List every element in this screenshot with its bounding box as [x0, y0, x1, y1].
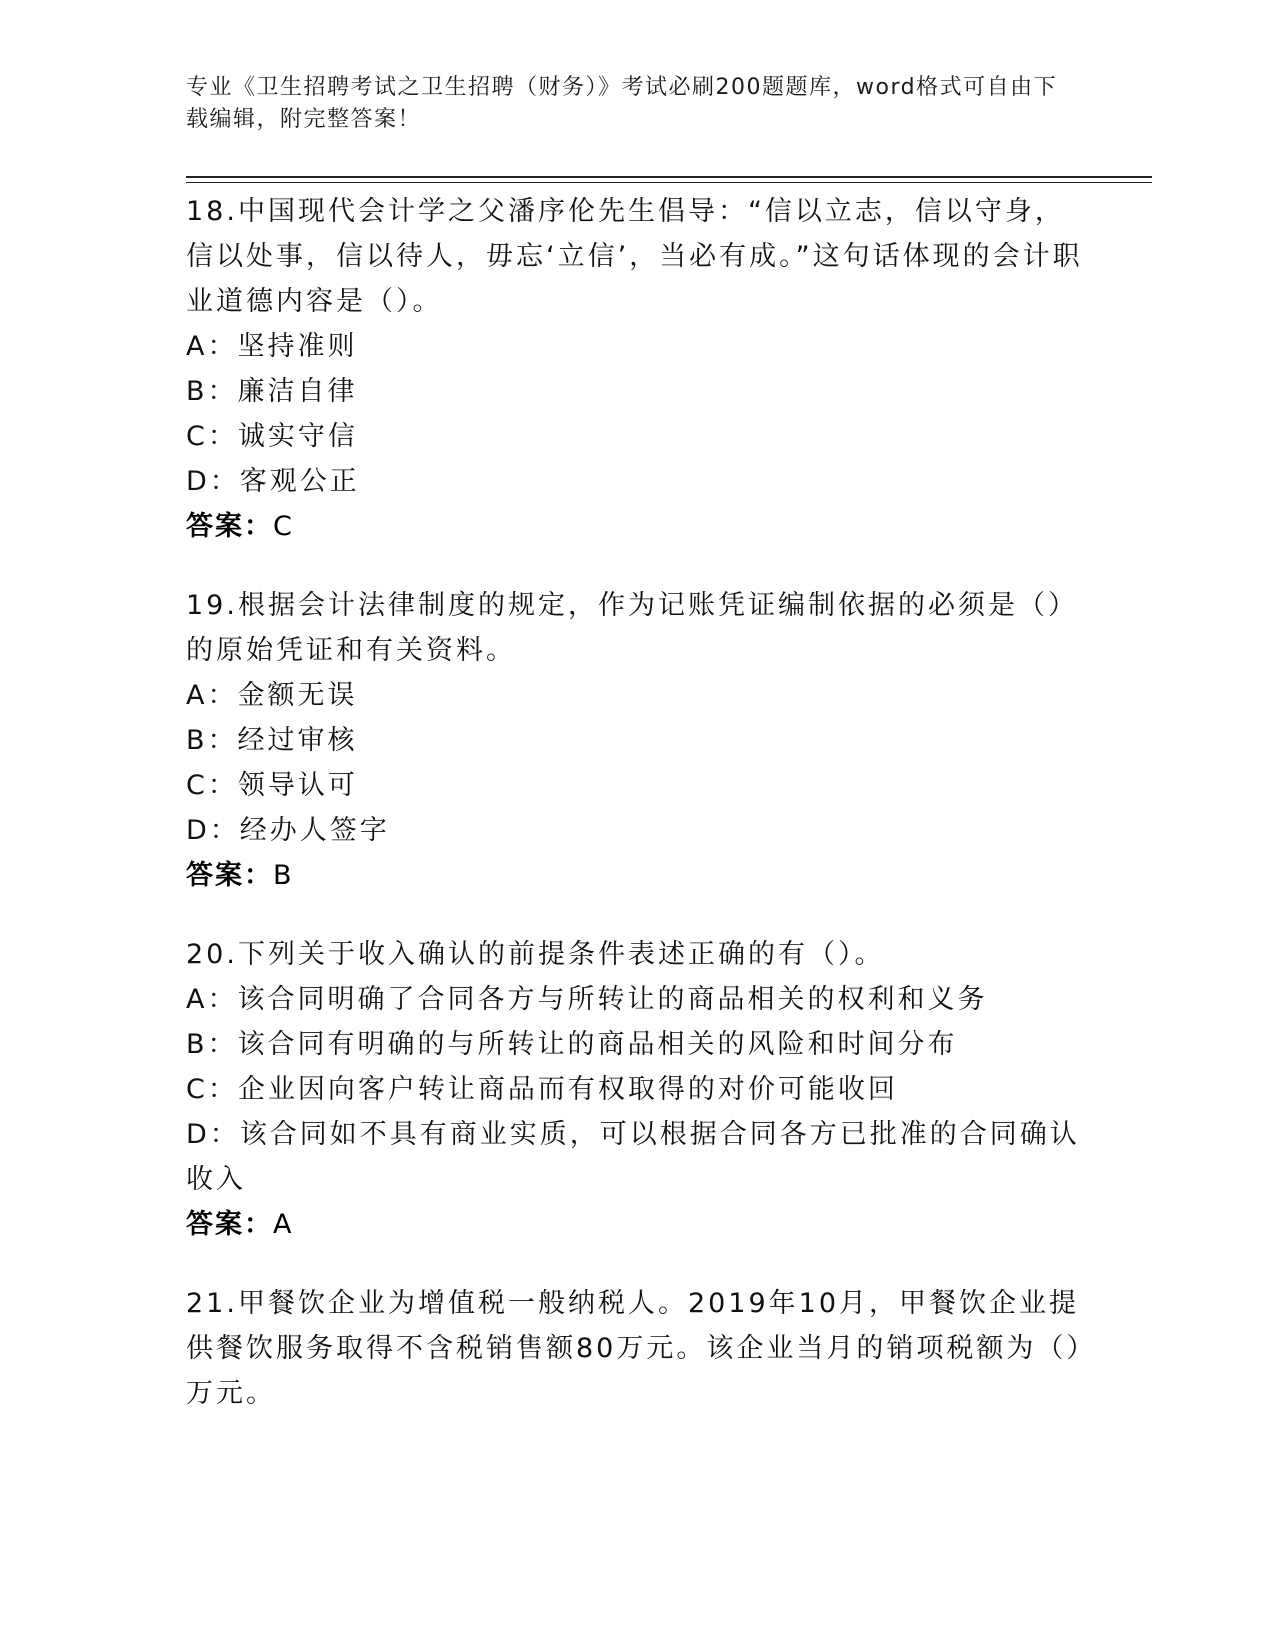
- answer-label: 答案：: [186, 511, 273, 542]
- option-c: C：诚实守信: [186, 421, 358, 452]
- option-a: A：坚持准则: [186, 331, 358, 362]
- option-a: A：金额无误: [186, 680, 358, 711]
- question-19: [186, 583, 1086, 898]
- option-c: C：领导认可: [186, 770, 358, 801]
- question-text: 19.根据会计法律制度的规定，作为记账凭证编制依据的必须是（）的原始凭证和有关资料。: [186, 590, 1078, 666]
- page-header: 专业《卫生招聘考试之卫生招聘（财务）》考试必刷200题题库，word格式可自由下载编辑，附完整答案！: [186, 75, 1058, 132]
- question-text: 21.甲餐饮企业为增值税一般纳税人。2019年10月，甲餐饮企业提供餐饮服务取得不含税销售额80万元。该企业当月的销项税额为（）万元。: [186, 1288, 1083, 1409]
- answer-value: C: [273, 511, 294, 542]
- question-list: [186, 189, 1086, 1450]
- answer-label: 答案：: [186, 1209, 273, 1240]
- option-d: D：经办人签字: [186, 815, 390, 846]
- option-d: D：该合同如不具有商业实质，可以根据合同各方已批准的合同确认收入: [186, 1119, 1080, 1195]
- question-text: 20.下列关于收入确认的前提条件表述正确的有（）。: [186, 939, 885, 970]
- answer-line: [186, 504, 1086, 549]
- option-a: A：该合同明确了合同各方与所转让的商品相关的权利和义务: [186, 984, 988, 1015]
- question-20: [186, 932, 1086, 1247]
- option-b: B：经过审核: [186, 725, 358, 756]
- answer-label: 答案：: [186, 860, 273, 891]
- question-text: 18.中国现代会计学之父潘序伦先生倡导：“信以立志，信以守身，信以处事，信以待人，毋忘‘立信’，当必有成。”这句话体现的会计职业道德内容是（）。: [186, 196, 1083, 317]
- question-18: [186, 189, 1086, 549]
- option-b: B：廉洁自律: [186, 376, 358, 407]
- option-c: C：企业因向客户转让商品而有权取得的对价可能收回: [186, 1074, 898, 1105]
- answer-line: [186, 853, 1086, 898]
- answer-value: A: [273, 1209, 294, 1240]
- header-rule-thin: [186, 182, 1152, 183]
- header-rule-thick: [186, 176, 1152, 178]
- answer-value: B: [273, 860, 294, 891]
- answer-line: [186, 1202, 1086, 1247]
- question-21: [186, 1281, 1086, 1416]
- option-d: D：客观公正: [186, 466, 360, 497]
- option-b: B：该合同有明确的与所转让的商品相关的风险和时间分布: [186, 1029, 958, 1060]
